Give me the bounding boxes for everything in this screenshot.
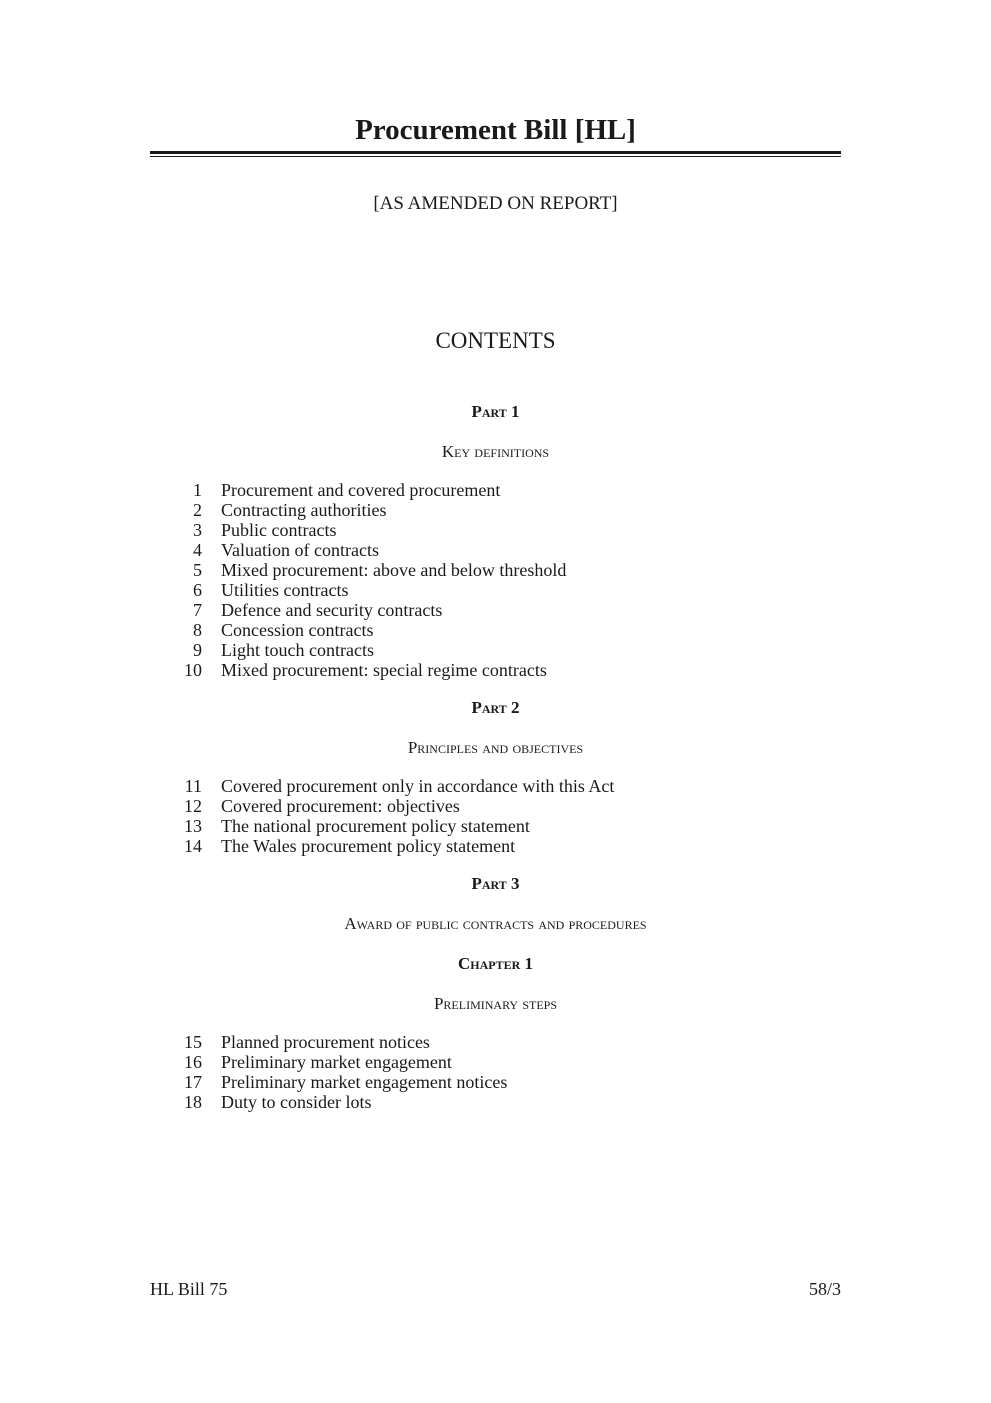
section-number: 8 <box>193 620 202 640</box>
section-title: Planned procurement notices <box>221 1032 430 1052</box>
toc-entry <box>150 660 841 680</box>
toc-entry <box>150 620 841 640</box>
toc-entry <box>150 796 841 816</box>
section-title: Mixed procurement: above and below threshold <box>221 560 567 580</box>
toc-entry <box>150 816 841 836</box>
section-number: 2 <box>193 500 202 520</box>
title-rule-thin <box>150 156 841 157</box>
section-title: The Wales procurement policy statement <box>221 836 516 856</box>
section-title: Procurement and covered procurement <box>221 480 501 500</box>
part-3-label: Part 3 <box>471 874 520 893</box>
toc-entry <box>150 1092 841 1112</box>
table-of-contents <box>150 400 841 1128</box>
toc-entry <box>150 580 841 600</box>
section-title: Mixed procurement: special regime contracts <box>221 660 547 680</box>
chapter-1-items <box>150 1032 841 1112</box>
toc-entry <box>150 600 841 620</box>
section-number: 17 <box>184 1072 202 1092</box>
section-number: 13 <box>184 816 202 836</box>
toc-entry <box>150 540 841 560</box>
section-number: 9 <box>193 640 202 660</box>
section-number: 6 <box>193 580 202 600</box>
section-title: Utilities contracts <box>221 580 349 600</box>
section-number: 1 <box>193 480 202 500</box>
chapter-1-title: Preliminary steps <box>433 994 558 1013</box>
title-rule-thick <box>150 151 841 154</box>
chapter-1-label: Chapter 1 <box>457 954 534 973</box>
section-title: Valuation of contracts <box>221 540 379 560</box>
part-2-items <box>150 776 841 856</box>
section-title: Contracting authorities <box>221 500 387 520</box>
section-title: Light touch contracts <box>221 640 374 660</box>
section-number: 7 <box>193 600 202 620</box>
toc-entry <box>150 1052 841 1072</box>
section-title: Concession contracts <box>221 620 374 640</box>
section-title: The national procurement policy statement <box>221 816 530 836</box>
part-1-items <box>150 480 841 680</box>
bill-reference: HL Bill 75 <box>150 1279 228 1299</box>
section-title: Duty to consider lots <box>221 1092 372 1112</box>
toc-entry <box>150 500 841 520</box>
toc-entry <box>150 520 841 540</box>
part-1-label: Part 1 <box>471 402 520 421</box>
section-number: 12 <box>184 796 202 816</box>
part-2-label: Part 2 <box>471 698 520 717</box>
section-title: Preliminary market engagement notices <box>221 1072 508 1092</box>
section-number: 16 <box>184 1052 202 1072</box>
section-number: 4 <box>193 540 202 560</box>
toc-entry <box>150 480 841 500</box>
section-title: Public contracts <box>221 520 337 540</box>
section-number: 15 <box>184 1032 202 1052</box>
section-number: 3 <box>193 520 202 540</box>
toc-entry <box>150 1072 841 1092</box>
section-title: Preliminary market engagement <box>221 1052 452 1072</box>
toc-entry <box>150 776 841 796</box>
session-reference: 58/3 <box>808 1279 841 1299</box>
toc-entry <box>150 1032 841 1052</box>
section-number: 10 <box>184 660 202 680</box>
section-number: 5 <box>193 560 202 580</box>
bill-status: [AS AMENDED ON REPORT] <box>373 193 618 214</box>
part-3-title: Award of public contracts and procedures <box>344 914 647 933</box>
bill-title: Procurement Bill [HL] <box>355 114 636 146</box>
section-title: Covered procurement only in accordance with this Act <box>221 776 615 796</box>
part-1-title: Key definitions <box>441 442 550 461</box>
toc-entry <box>150 836 841 856</box>
section-title: Defence and security contracts <box>221 600 443 620</box>
toc-entry <box>150 640 841 660</box>
section-number: 11 <box>184 776 202 796</box>
contents-heading: CONTENTS <box>435 328 556 353</box>
section-title: Covered procurement: objectives <box>221 796 460 816</box>
toc-entry <box>150 560 841 580</box>
part-2-title: Principles and objectives <box>407 738 584 757</box>
section-number: 14 <box>184 836 202 856</box>
section-number: 18 <box>184 1092 202 1112</box>
